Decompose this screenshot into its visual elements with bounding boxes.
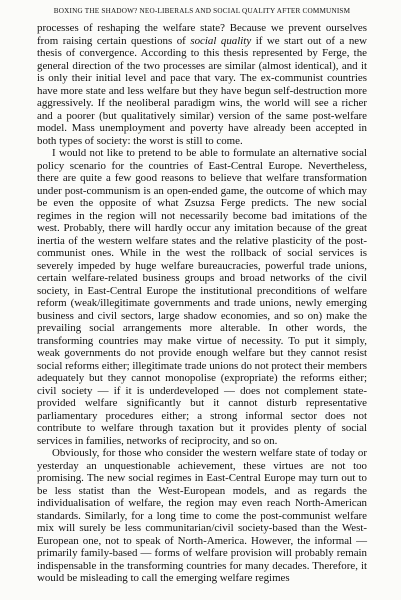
paragraph-1-text-after: if we start out of a new thesis of convergence. According to this thesis represented by Ferge, the general direction of the two processes are similar (almost identical), and it is only their initial level and pace that vary. The ex-communist countries have more state and less welfare but they have begun self-destruction more aggressively. If the neoliberal paradigm wins, the world will see a richer and a poorer (but qualitatively similar) version of the same post-welfare model. Mass unemployment and poverty have already been accepted in both types of society: the worst is still to come. <box>37 34 368 147</box>
paragraph-1-text-before: processes of reshaping the welfare state? Because we prevent ourselves from raising certain questions of <box>37 22 367 47</box>
paragraph-alternative-scenario: I would not like to pretend to be able to formulate an alternative social policy scenario for the countries of East-Central Europe. Nevertheless, there are quite a few good reasons to believe that welfare transformation under post-communism is an open-ended game, the outcome of which may be even the opposite of what Zsuzsa Ferge predicts. The new social regimes in the region will not necessarily become bad imitations of the west. Probably, there will hardly occur any imitation because of the great inertia of the western welfare states and the relative plasticity of the post-communist ones. While in the west the rollback of social services is severely impeded by huge welfare bureaucracies, powerful trade unions, certain welfare-related business groups and broad networks of the civil society, in East-Central Europe the institutional preconditions of welfare reform (weak/illegitimate governments and trade unions, newly emerging business and civil sectors, large shadow economies, and so on) make the prevailing social arrangements more alterable. In other words, the transforming countries may make virtue of necessity. To put it simply, weak governments do not provide enough welfare but they cannot resist social reforms either; illegitimate trade unions do not protect their members adequately but they cannot monopolise (expropriate) the reforms either; civil society — if it is underdeveloped — does not complement state-provided welfare significantly but it cannot disturb representative parliamentary procedures either; a strong informal sector does not contribute to welfare through taxation but it provides plenty of social services in families, networks of reciprocity, and so on. <box>37 147 367 447</box>
paragraph-continued <box>37 22 367 147</box>
running-head: BOXING THE SHADOW? NEO-LIBERALS AND SOCIAL QUALITY AFTER COMMUNISM <box>53 7 351 15</box>
emphasis-social-quality: social quality <box>190 34 252 47</box>
paragraph-virtues: Obviously, for those who consider the western welfare state of today or yesterday an unquestionable achievement, these virtues are not too promising. The new social regimes in East-Central Europe may turn out to be less statist than the West-European models, and as regards the individualisation of welfare, the region may even reach North-American standards. Similarly, for a long time to come the post-communist welfare mix will surely be less communitarian/civil society-based than the West-European one, not to speak of North-America. However, the informal — primarily family-based — forms of welfare provision will probably remain indispensable in the transforming countries for many decades. Therefore, it would be misleading to call the emerging welfare regimes <box>37 447 367 584</box>
body-text <box>37 22 367 585</box>
